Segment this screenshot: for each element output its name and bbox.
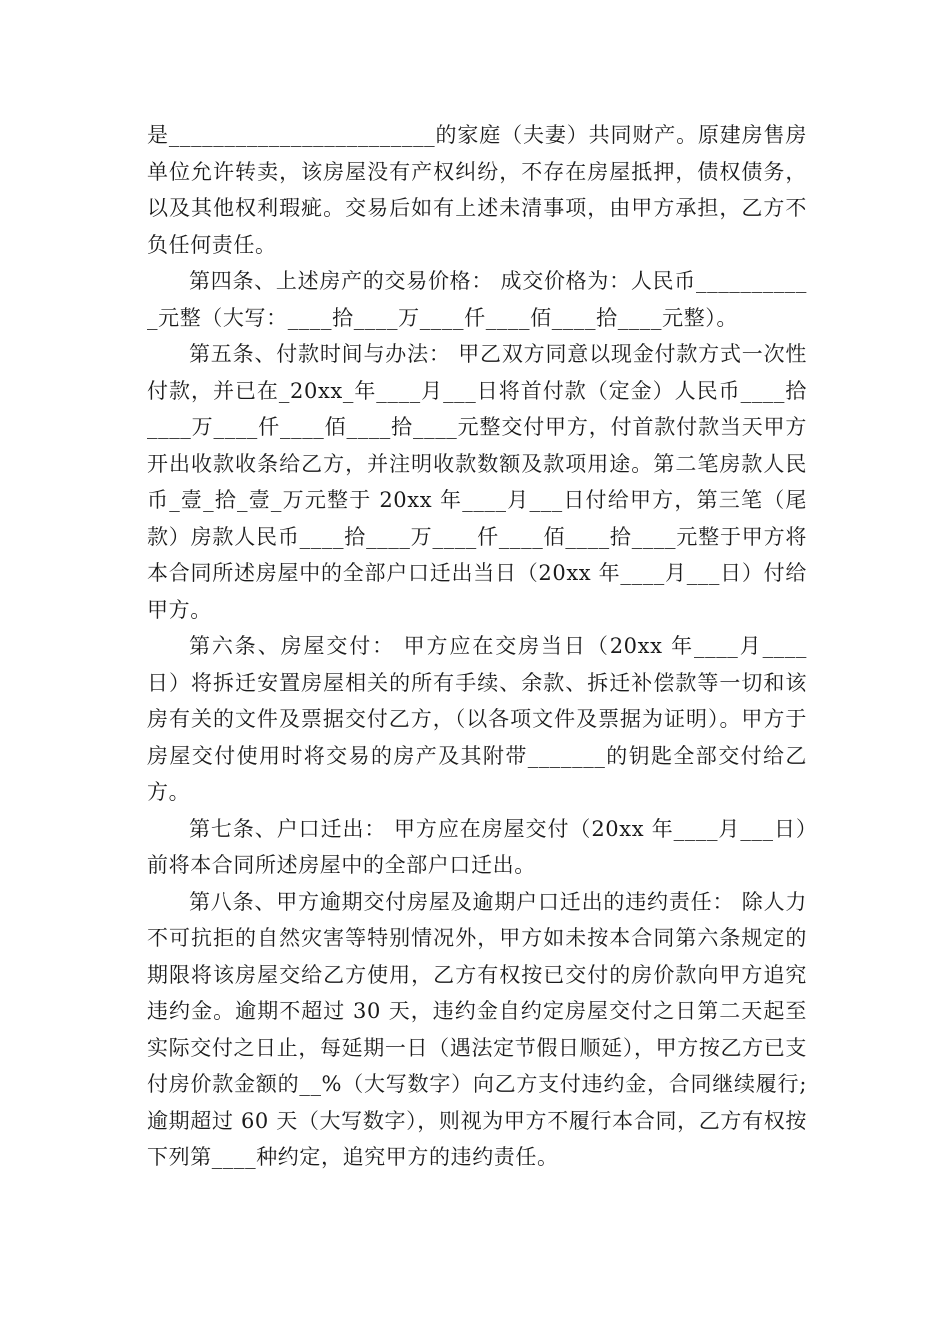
- contract-body: [147, 117, 807, 1176]
- paragraph-article-6-delivery: 第六条、房屋交付： 甲方应在交房当日（20xx 年____月____日）将拆迁安置房屋相关的所有手续、余款、拆迁补偿款等一切和该房有关的文件及票据交付乙方，（以各项文件及票据为证明）。甲方于房屋交付使用时将交易的房产及其附带_______的钥匙全部交付给乙方。: [147, 634, 807, 804]
- paragraph-article-8-liability: 第八条、甲方逾期交付房屋及逾期户口迁出的违约责任： 除人力不可抗拒的自然灾害等特别情况外，甲方如未按本合同第六条规定的期限将该房屋交给乙方使用，乙方有权按已交付的房价款向甲方追究违约金。逾期不超过 30 天，违约金自约定房屋交付之日第二天起至实际交付之日止，每延期一日（遇法定节假日顺延），甲方按乙方已支付房价款金额的__%（大写数字）向乙方支付违约金，合同继续履行;逾期超过 60 天（大写数字），则视为甲方不履行本合同，乙方有权按下列第____种约定，追究甲方的违约责任。: [147, 889, 807, 1169]
- paragraph-article-4-price: 第四条、上述房产的交易价格： 成交价格为：人民币___________元整（大写：____拾____万____仟____佰____拾____元整）。: [147, 269, 807, 330]
- paragraph-joint-property: 是________________________的家庭（夫妻）共同财产。原建房售房单位允许转卖，该房屋没有产权纠纷，不存在房屋抵押，债权债务，以及其他权利瑕疵。交易后如有上述未清事项，由甲方承担，乙方不负任何责任。: [147, 123, 807, 257]
- paragraph-article-5-payment: 第五条、付款时间与办法： 甲乙双方同意以现金付款方式一次性付款，并已在_20xx_年____月___日将首付款（定金）人民币____拾____万____仟____佰____拾____元整交付甲方，付首款付款当天甲方开出收款收条给乙方，并注明收款数额及款项用途。第二笔房款人民币_壹_拾_壹_万元整于 20xx 年____月___日付给甲方，第三笔（尾款）房款人民币____拾____万____仟____佰____拾____元整于甲方将本合同所述房屋中的全部户口迁出当日（20xx 年____月___日）付给甲方。: [147, 342, 807, 622]
- paragraph-article-7-household: 第七条、户口迁出： 甲方应在房屋交付（20xx 年____月___日）前将本合同所述房屋中的全部户口迁出。: [147, 816, 807, 877]
